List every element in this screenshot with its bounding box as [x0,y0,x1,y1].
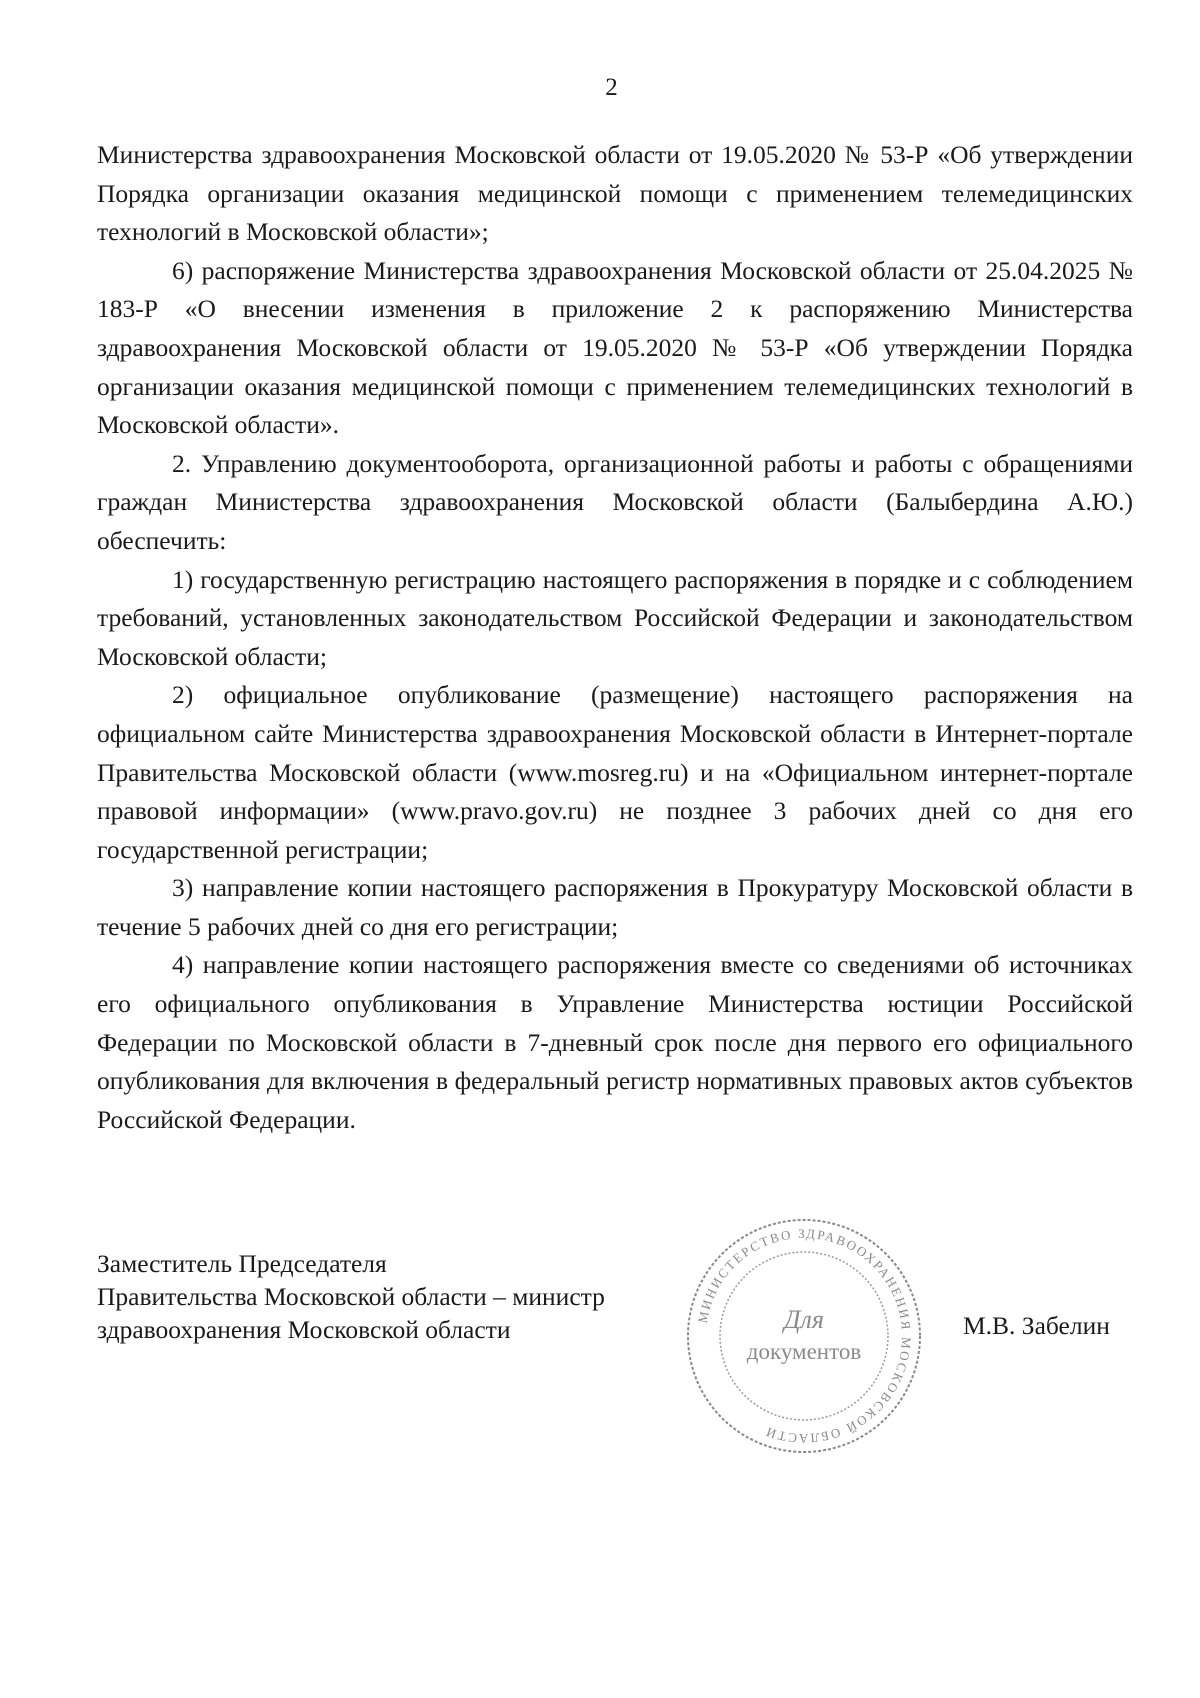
stamp-text-line1: Для [784,1305,824,1334]
document-body [97,136,1133,1139]
paragraph-item-6: 6) распоряжение Министерства здравоохранения Московской области от 25.04.2025 № 183-Р «О внесении изменения в приложение 2 к распоряжению Министерства здравоохранения Московской области от 19.05.2020 № 53-Р «Об утверждении Порядка организации оказания медицинской помощи с применением телемедицинских технологий в Московской области». [97,255,1133,440]
stamp-inner-ring [720,1252,888,1420]
signatory-position-line: Правительства Московской области – министр [97,1282,605,1311]
signatory-position-line: здравоохранения Московской области [97,1315,511,1344]
stamp-outer-ring [688,1220,920,1452]
paragraph-subitem-1: 1) государственную регистрацию настоящего распоряжения в порядке и с соблюдением требований, установленных законодательством Российской Федерации и законодательством Московской области; [97,564,1133,671]
page-number: 2 [605,74,618,101]
paragraph-clause-2: 2. Управлению документооборота, организационной работы и работы с обращениями граждан Министерства здравоохранения Московской области (Балыбердина А.Ю.) обеспечить: [97,448,1133,555]
paragraph-subitem-4: 4) направление копии настоящего распоряжения вместе со сведениями об источниках его официального опубликования в Управление Министерства юстиции Российской Федерации по Московской области в 7-дневный срок после дня первого его официального опубликования для включения в федеральный регистр нормативных правовых актов субъектов Российской Федерации. [97,950,1133,1134]
signatory-position-line: Заместитель Председателя [97,1249,387,1278]
stamp-text-line2: документов [746,1339,862,1364]
paragraph-subitem-2: 2) официальное опубликование (размещение) настоящего распоряжения на официальном сайте Министерства здравоохранения Московской области в Интернет-портале Правительства Московской области (www.mosreg.ru) и на «Официальном интернет-портале правовой информации» (www.pravo.gov.ru) не позднее 3 рабочих дней со дня его государственной регистрации; [97,680,1133,864]
signatory-name: М.В. Забелин [963,1311,1110,1340]
stamp-ring-text: МИНИСТЕРСТВО ЗДРАВООХРАНЕНИЯ МОСКОВСКОЙ ОБЛАСТИ [694,1225,915,1447]
paragraph-subitem-3: 3) направление копии настоящего распоряжения в Прокуратуру Московской области в течение 5 рабочих дней со дня его регистрации; [97,873,1133,941]
official-stamp [678,1216,930,1456]
paragraph-continuation: Министерства здравоохранения Московской области от 19.05.2020 № 53-Р «Об утверждении Порядка организации оказания медицинской помощи с применением телемедицинских технологий в Московской области»; [97,140,1133,247]
signatory-position [97,1247,605,1346]
